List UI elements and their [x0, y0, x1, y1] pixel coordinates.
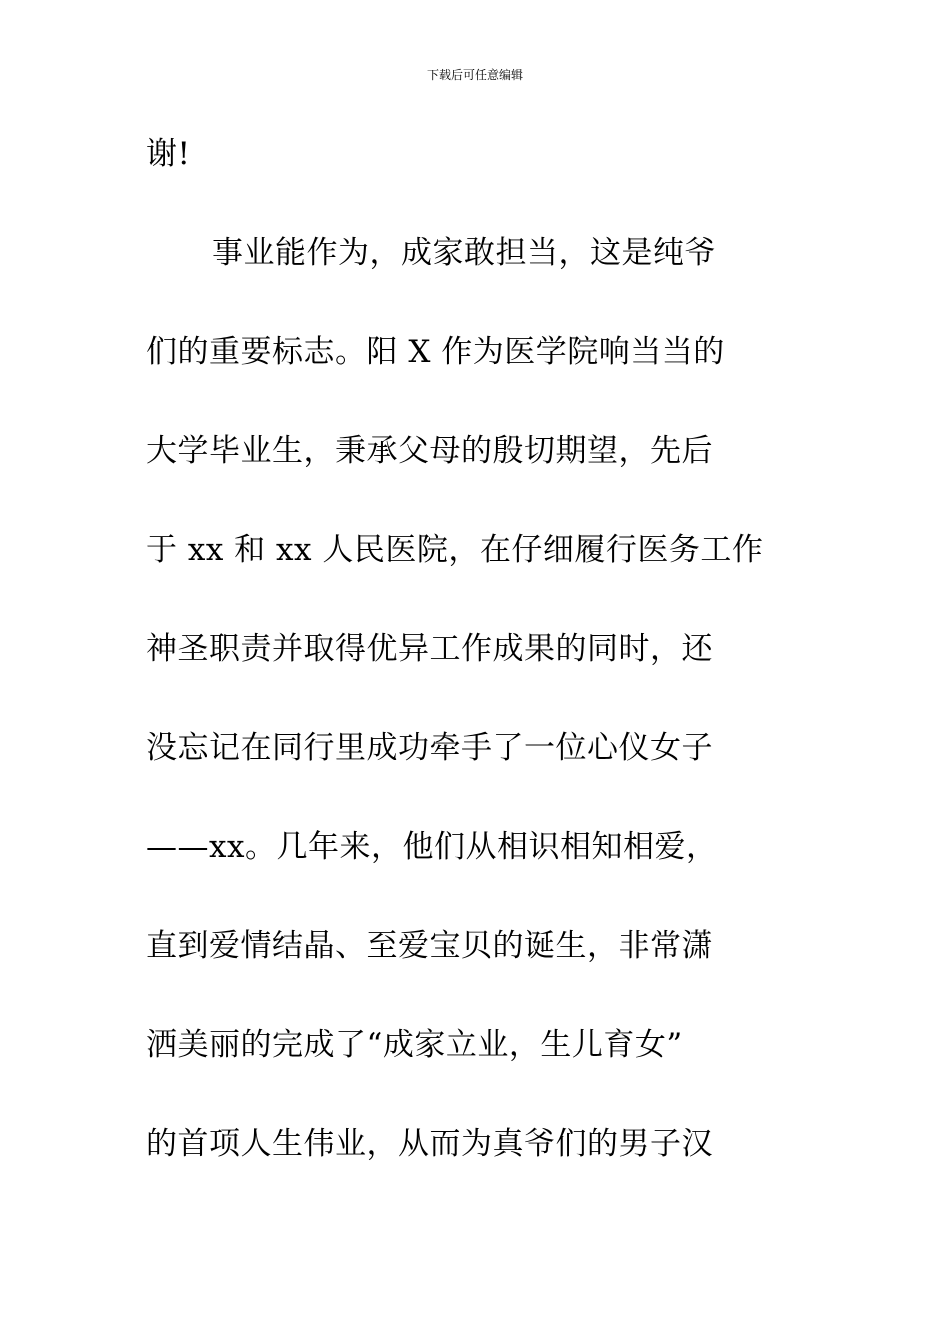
page-header: 下载后可任意编辑	[426, 68, 523, 82]
paragraph-first-line: 事业能作为，成家敢担当，这是纯爷	[212, 235, 716, 271]
text-line-10: 洒美丽的完成了“成家立业，生儿育女”	[146, 1027, 683, 1063]
text-line-7: 没忘记在同行里成功牵手了一位心仪女子	[146, 730, 713, 766]
text-line-4: 大学毕业生，秉承父母的殷切期望，先后	[146, 433, 713, 469]
text-line-1: 谢!	[146, 136, 191, 172]
text-line-6: 神圣职责并取得优异工作成果的同时，还	[146, 631, 713, 667]
text-line-9: 直到爱情结晶、至爱宝贝的诞生，非常潇	[146, 928, 713, 964]
text-line-8: ——xx。几年来，他们从相识相知相爱，	[146, 829, 718, 865]
text-line-5: 于 xx 和 xx 人民医院，在仔细履行医务工作	[146, 532, 764, 568]
document-body	[146, 128, 826, 1217]
text-line-3: 们的重要标志。阳 X 作为医学院响当当的	[146, 334, 725, 370]
text-line-11: 的首项人生伟业，从而为真爷们的男子汉	[146, 1126, 713, 1162]
